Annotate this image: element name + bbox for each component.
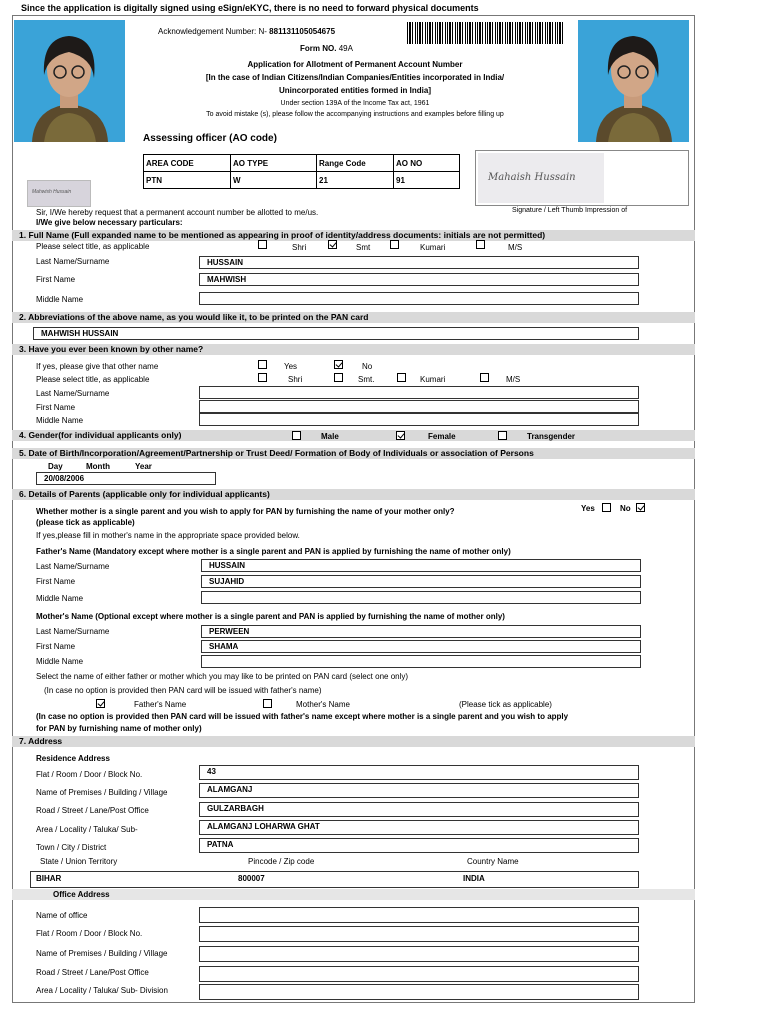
s3-no-checkbox[interactable] xyxy=(334,360,343,369)
s3-last-name-field[interactable] xyxy=(199,386,639,399)
s7-office-name-label: Name of office xyxy=(36,911,88,920)
s6-father-heading: Father's Name (Mandatory except where mother is a single parent and PAN is applied by furnishing the name of mother only) xyxy=(36,547,511,556)
s6-f-first-label: First Name xyxy=(36,577,76,586)
s1-kumari-checkbox[interactable] xyxy=(390,240,399,249)
section-5-heading: 5. Date of Birth/Incorporation/Agreement/Partnership or Trust Deed/ Formation of Body of Individuals or association of Persons xyxy=(12,448,695,459)
barcode xyxy=(407,22,565,44)
s1-first-name-field[interactable]: MAHWISH xyxy=(199,273,639,286)
s6-father-first-field[interactable]: SUJAHID xyxy=(201,575,641,588)
small-signature-image xyxy=(27,180,91,207)
s3-no-label: No xyxy=(362,362,373,371)
section-3-heading: 3. Have you ever been known by other name? xyxy=(12,344,695,355)
s1-middle-name-label: Middle Name xyxy=(36,295,84,304)
s7-area-field[interactable]: ALAMGANJ LOHARWA GHAT xyxy=(199,820,639,835)
s7-pincode-value: 800007 xyxy=(238,874,265,883)
s3-yes-label: Yes xyxy=(284,362,298,371)
s6-m-middle-label: Middle Name xyxy=(36,657,84,666)
ao-title: Assessing officer (AO code) xyxy=(143,133,277,144)
s5-year-label: Year xyxy=(135,462,152,471)
ao-header-type: AO TYPE xyxy=(231,155,317,172)
s1-shri-checkbox[interactable] xyxy=(258,240,267,249)
s6-mother-opt-label: Mother's Name xyxy=(296,700,350,709)
s6-q1: Whether mother is a single parent and you wish to apply for PAN by furnishing the name of your mother only? xyxy=(36,507,455,516)
s7-premises-label: Name of Premises / Building / Village xyxy=(36,788,168,797)
s7-road-label: Road / Street / Lane/Post Office xyxy=(36,806,149,815)
s5-month-label: Month xyxy=(86,462,110,471)
office-address-bar xyxy=(12,889,695,900)
form-no-label: Form NO. xyxy=(300,44,337,53)
ao-type: W xyxy=(231,172,317,189)
applicant-photo-right xyxy=(578,20,689,142)
s5-day-label: Day xyxy=(48,462,63,471)
s3-smt-label: Smt. xyxy=(358,375,375,384)
s1-title-prompt: Please select title, as applicable xyxy=(36,242,150,251)
s3-smt-checkbox[interactable] xyxy=(334,373,343,382)
digital-sign-note: Since the application is digitally signed using eSign/eKYC, there is no need to forward physical documents xyxy=(21,3,479,13)
s7-office-road-field[interactable] xyxy=(199,966,639,982)
section-2-heading: 2. Abbreviations of the above name, as you would like it, to be printed on the PAN card xyxy=(12,312,695,323)
s5-dob-field[interactable]: 20/08/2006 xyxy=(36,472,216,485)
s6-final-note-1: (In case no option is provided then PAN card will be issued with father's name except where mother is a single parent and you wish to apply xyxy=(36,712,569,721)
small-signature-text: Mahwish Hussain xyxy=(32,189,72,195)
s3-q1: If yes, please give that other name xyxy=(36,362,159,371)
s6-mother-middle-field[interactable] xyxy=(201,655,641,668)
s7-state-pin-country-field[interactable] xyxy=(30,871,639,888)
s6-select-note: Select the name of either father or mother which you may like to be printed on PAN card (select one only) xyxy=(36,672,409,681)
s7-area-label: Area / Locality / Taluka/ Sub- xyxy=(36,825,138,834)
s7-pincode-label: Pincode / Zip code xyxy=(248,857,315,866)
s7-flat-label: Flat / Room / Door / Block No. xyxy=(36,770,143,779)
s7-country-value: INDIA xyxy=(463,874,485,883)
section-7-heading: 7. Address xyxy=(12,736,695,747)
s6-yes-checkbox[interactable] xyxy=(602,503,611,512)
s3-last-name-label: Last Name/Surname xyxy=(36,389,110,398)
s1-shri-label: Shri xyxy=(292,243,307,252)
s1-last-name-label: Last Name/Surname xyxy=(36,257,110,266)
s3-shri-label: Shri xyxy=(288,375,303,384)
s6-mother-last-field[interactable]: PERWEEN xyxy=(201,625,641,638)
s6-father-middle-field[interactable] xyxy=(201,591,641,604)
s6-father-name-checkbox[interactable] xyxy=(96,699,105,708)
s7-office-premises-field[interactable] xyxy=(199,946,639,962)
s3-q2: Please select title, as applicable xyxy=(36,375,150,384)
s7-town-label: Town / City / District xyxy=(36,843,107,852)
section-note: Under section 139A of the Income Tax act, 1961 xyxy=(280,100,430,107)
section-4-heading: 4. Gender(for individual applicants only) xyxy=(12,430,695,441)
s6-father-opt-label: Father's Name xyxy=(134,700,187,709)
ao-area-code: PTN xyxy=(144,172,231,189)
s6-mother-first-field[interactable]: SHAMA xyxy=(201,640,641,653)
s7-residence-heading: Residence Address xyxy=(36,754,110,763)
s7-office-area-field[interactable] xyxy=(199,984,639,1000)
s6-q1b: (please tick as applicable) xyxy=(36,518,135,527)
s1-first-name-label: First Name xyxy=(36,275,76,284)
form-subtitle-1: [In the case of Indian Citizens/Indian Companies/Entities incorporated in India/ xyxy=(205,73,505,82)
ack-line xyxy=(158,27,335,36)
s6-f-middle-label: Middle Name xyxy=(36,594,84,603)
s6-final-note-2: for PAN by furnishing name of mother only) xyxy=(36,724,202,733)
ack-label: Acknowledgement Number: N- xyxy=(158,27,267,36)
s6-father-last-field[interactable]: HUSSAIN xyxy=(201,559,641,572)
s7-office-area-label: Area / Locality / Taluka/ Sub- Division xyxy=(36,986,168,995)
s6-case-note: (In case no option is provided then PAN card will be issued with father's name) xyxy=(44,686,322,695)
s1-last-name-field[interactable]: HUSSAIN xyxy=(199,256,639,269)
s7-town-field[interactable]: PATNA xyxy=(199,838,639,853)
s3-kumari-label: Kumari xyxy=(420,375,446,384)
s1-middle-name-field[interactable] xyxy=(199,292,639,305)
s4-transgender-label: Transgender xyxy=(527,432,576,441)
s3-kumari-checkbox[interactable] xyxy=(397,373,406,382)
s1-kumari-label: Kumari xyxy=(420,243,446,252)
s6-m-first-label: First Name xyxy=(36,642,76,651)
s1-ms-label: M/S xyxy=(508,243,523,252)
s7-office-premises-label: Name of Premises / Building / Village xyxy=(36,949,168,958)
s7-state-label: State / Union Territory xyxy=(40,857,118,866)
s4-female-checkbox[interactable] xyxy=(396,431,405,440)
section-1-heading: 1. Full Name (Full expanded name to be mentioned as appearing in proof of identity/address documents: initials are not permitted) xyxy=(12,230,695,241)
s6-yes-label: Yes xyxy=(581,504,595,513)
s3-ms-checkbox[interactable] xyxy=(480,373,489,382)
s7-office-flat-field[interactable] xyxy=(199,926,639,942)
form-subtitle-2: Unincorporated entities formed in India] xyxy=(278,86,431,95)
signature-text: Mahaish Hussain xyxy=(488,172,576,183)
intro-line-1: Sir, I/We hereby request that a permanent account number be allotted to me/us. xyxy=(36,208,319,217)
s6-no-label: No xyxy=(620,504,631,513)
s7-office-flat-label: Flat / Room / Door / Block No. xyxy=(36,929,143,938)
s1-ms-checkbox[interactable] xyxy=(476,240,485,249)
s4-male-checkbox[interactable] xyxy=(292,431,301,440)
ack-number: 881131105054675 xyxy=(269,27,336,36)
s7-state-value: BIHAR xyxy=(36,874,62,883)
s3-first-name-field[interactable] xyxy=(199,400,639,413)
ao-header-range: Range Code xyxy=(317,155,394,172)
s4-transgender-checkbox[interactable] xyxy=(498,431,507,440)
s7-country-label: Country Name xyxy=(467,857,519,866)
s3-middle-name-field[interactable] xyxy=(199,413,639,426)
section-6-heading: 6. Details of Parents (applicable only for individual applicants) xyxy=(12,489,695,500)
ao-header-area: AREA CODE xyxy=(144,155,231,172)
ao-range-code: 21 xyxy=(317,172,394,189)
s6-no-checkbox[interactable] xyxy=(636,503,645,512)
s3-yes-checkbox[interactable] xyxy=(258,360,267,369)
form-no-line xyxy=(300,44,353,53)
s7-office-name-field[interactable] xyxy=(199,907,639,923)
ao-header-no: AO NO xyxy=(394,155,460,172)
ao-code-table xyxy=(143,154,460,189)
s6-m-last-label: Last Name/Surname xyxy=(36,627,110,636)
s6-f-last-label: Last Name/Surname xyxy=(36,562,110,571)
form-no: 49A xyxy=(338,44,353,53)
s7-office-road-label: Road / Street / Lane/Post Office xyxy=(36,968,149,977)
s2-abbreviation-field[interactable]: MAHWISH HUSSAIN xyxy=(33,327,639,340)
form-title: Application for Allotment of Permanent Account Number xyxy=(247,60,463,69)
s7-road-field[interactable]: GULZARBAGH xyxy=(199,802,639,817)
s7-flat-field[interactable]: 43 xyxy=(199,765,639,780)
ao-no: 91 xyxy=(394,172,460,189)
s6-q2: If yes,please fill in mother's name in the appropriate space provided below. xyxy=(36,531,300,540)
s3-first-name-label: First Name xyxy=(36,403,76,412)
s3-middle-name-label: Middle Name xyxy=(36,416,84,425)
s6-mother-name-checkbox[interactable] xyxy=(263,699,272,708)
applicant-photo-left xyxy=(14,20,125,142)
s4-male-label: Male xyxy=(321,432,339,441)
s3-ms-label: M/S xyxy=(506,375,521,384)
intro-line-2: I/We give below necessary particulars: xyxy=(36,218,183,227)
s7-premises-field[interactable]: ALAMGANJ xyxy=(199,783,639,798)
s1-smt-checkbox[interactable] xyxy=(328,240,337,249)
s4-female-label: Female xyxy=(428,432,456,441)
s7-office-heading: Office Address xyxy=(53,890,110,899)
s1-smt-label: Smt xyxy=(356,243,371,252)
mistake-note: To avoid mistake (s), please follow the accompanying instructions and examples before filling up xyxy=(206,111,504,118)
s3-shri-checkbox[interactable] xyxy=(258,373,267,382)
s6-tick-note: (Please tick as applicable) xyxy=(459,700,552,709)
s6-mother-heading: Mother's Name (Optional except where mother is a single parent and PAN is applied by furnishing the name of mother only) xyxy=(36,612,505,621)
signature-caption: Signature / Left Thumb Impression of xyxy=(512,207,628,214)
